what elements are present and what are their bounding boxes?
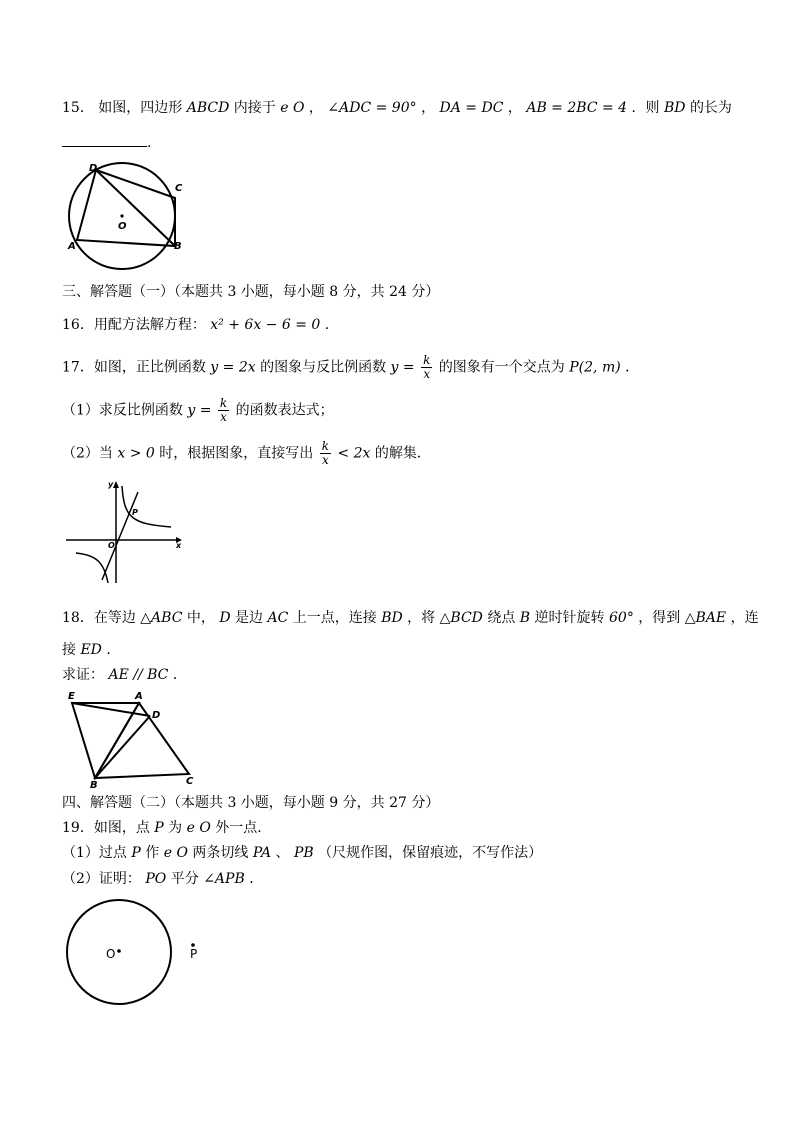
label-d: D — [89, 163, 98, 174]
segment-bd — [95, 716, 150, 778]
q17-part2-inequality: < 2x — [337, 445, 371, 462]
fraction-numerator: k — [219, 396, 228, 410]
label-p: P — [190, 947, 198, 961]
q19-point-p: P — [131, 845, 141, 861]
q15-text: 的长为 — [689, 100, 732, 116]
q17-text: 的图象与反比例函数 — [260, 359, 387, 376]
q18-text: ，连 — [730, 610, 759, 626]
q17-y-eq: y = — [390, 359, 415, 376]
label-y: y — [108, 480, 114, 489]
q15-text: 内接于 — [233, 100, 276, 116]
label-b: B — [90, 780, 98, 791]
q18-ed: ED — [80, 642, 102, 658]
label-c: C — [175, 183, 183, 194]
label-a: A — [68, 241, 76, 252]
q18-bd: BD — [381, 610, 403, 626]
q18-text: 上一点，连接 — [292, 610, 377, 626]
q18-text: ，得到 — [638, 610, 681, 626]
q15-number: 15． — [62, 100, 94, 116]
q19-text: 外一点． — [215, 820, 272, 836]
q17-fraction — [218, 397, 229, 424]
q16-end: ． — [324, 317, 339, 333]
label-o: O — [106, 947, 116, 961]
label-e: E — [68, 691, 75, 702]
q19-part2 — [62, 869, 263, 889]
q15-text: 如图，四边形 — [98, 100, 183, 116]
fraction-denominator: x — [321, 453, 329, 467]
section3-title: 三、解答题（一）（本题共 3 小题，每小题 8 分，共 24 分） — [62, 284, 440, 300]
q18-prove — [62, 665, 187, 685]
q15-answer-line — [62, 133, 151, 153]
q18-triangle-bae: △BAE — [684, 610, 727, 626]
q19-line1 — [62, 818, 271, 838]
q15-text: ， — [308, 100, 323, 116]
section4-title: 四、解答题（二）（本题共 3 小题，每小题 9 分，共 27 分） — [62, 795, 440, 811]
q15-ab-bc: AB = 2BC = 4 — [526, 100, 628, 116]
q18-ac: AC — [267, 610, 289, 626]
q17-part1-text: （1）求反比例函数 — [62, 402, 183, 419]
q15-line1 — [62, 98, 732, 118]
q17-graph — [66, 478, 186, 588]
q17-point: P(2, m) — [569, 359, 621, 376]
center-o-dot — [120, 214, 123, 217]
q19-po: PO — [145, 871, 167, 887]
q19-part1-text: （尺规作图，保留痕迹，不写作法） — [318, 845, 543, 861]
q19-part2-text: 平分 — [170, 871, 199, 887]
q16-equation: x² + 6x − 6 = 0 — [210, 317, 321, 333]
q15-text: ．则 — [631, 100, 660, 116]
q18-triangle-abc: △ABC — [140, 610, 183, 626]
q19-part1 — [62, 843, 542, 863]
q19-text: 为 — [168, 820, 183, 836]
q19-circle-o: e O — [163, 845, 188, 861]
label-o: O — [108, 541, 115, 550]
q17-part2 — [62, 440, 431, 467]
q19-pa: PA — [252, 845, 272, 861]
q19-part1-text: 作 — [145, 845, 160, 861]
q17-line1 — [62, 354, 639, 381]
q18-degree: 60° — [609, 610, 634, 626]
q18-triangle-bcd: △BCD — [439, 610, 483, 626]
q18-text: 接 — [62, 642, 76, 658]
q16-line — [62, 315, 339, 335]
q18-point-b: B — [519, 610, 531, 626]
q19-point-p: P — [154, 820, 164, 836]
fraction-numerator: k — [423, 353, 431, 367]
fraction-denominator: x — [423, 367, 431, 381]
q18-text: 18．在等边 — [62, 610, 136, 626]
q19-text: 19．如图，点 — [62, 820, 150, 836]
q16-text: 16．用配方法解方程： — [62, 317, 206, 333]
q15-bd: BD — [663, 100, 686, 116]
q19-figure — [62, 897, 212, 1007]
q17-part1-text: 的函数表达式； — [235, 402, 334, 419]
q15-period: . — [147, 135, 152, 151]
q17-fraction — [421, 354, 432, 381]
q17-part2-text: （2）当 — [62, 445, 113, 462]
y-axis-arrow — [113, 481, 119, 488]
q15-abcd: ABCD — [186, 100, 230, 116]
q18-line1 — [62, 608, 759, 628]
q18-text: 中， — [186, 610, 215, 626]
q18-text: ． — [106, 642, 121, 658]
hyperbola-branch-1 — [122, 486, 171, 527]
q17-fraction — [320, 440, 331, 467]
q18-text: ，将 — [407, 610, 436, 626]
q15-circle-o: e O — [280, 100, 305, 116]
q15-da-dc: DA = DC — [439, 100, 504, 116]
label-a: A — [135, 691, 143, 702]
q15-figure — [62, 160, 192, 275]
q15-text: ， — [507, 100, 522, 116]
q18-prove-end: ． — [172, 667, 187, 683]
q17-linear-function: y = 2x — [210, 359, 256, 376]
q17-end: ． — [625, 359, 640, 376]
q19-part1-text: 两条切线 — [192, 845, 249, 861]
fraction-denominator: x — [220, 410, 227, 424]
q18-text: 绕点 — [487, 610, 516, 626]
answer-blank[interactable] — [62, 134, 147, 147]
q18-prove-prefix: 求证： — [62, 667, 104, 683]
q17-part2-condition: x > 0 — [117, 445, 155, 462]
line-y-2x — [102, 492, 138, 580]
quadrilateral-abcd — [77, 170, 175, 246]
q15-angle-condition: ∠ADC = 90° — [327, 100, 417, 116]
q17-part2-text: 的解集． — [374, 445, 431, 462]
q17-text: 17．如图，正比例函数 — [62, 359, 206, 376]
q19-separator: 、 — [275, 845, 290, 861]
label-o: O — [118, 221, 127, 232]
label-c: C — [186, 776, 194, 787]
q19-part2-text: ． — [249, 871, 264, 887]
q19-angle-apb: ∠APB — [203, 871, 245, 887]
q15-text: ， — [421, 100, 436, 116]
label-d: D — [152, 710, 161, 721]
q19-circle-o: e O — [186, 820, 211, 836]
q18-figure — [64, 690, 204, 790]
q18-point-d: D — [219, 610, 231, 626]
q17-y-eq: y = — [187, 402, 212, 419]
label-x: x — [176, 541, 182, 550]
q17-part1 — [62, 397, 334, 424]
q18-line2 — [62, 640, 120, 660]
q18-prove-statement: AE // BC — [108, 667, 169, 683]
q17-part2-text: 时，根据图象，直接写出 — [159, 445, 314, 462]
fraction-numerator: k — [321, 439, 329, 453]
q19-pb: PB — [293, 845, 314, 861]
q19-part2-text: （2）证明： — [62, 871, 141, 887]
q18-text: 逆时针旋转 — [534, 610, 605, 626]
label-p: P — [132, 508, 138, 517]
q17-text: 的图象有一个交点为 — [438, 359, 565, 376]
q18-text: 是边 — [235, 610, 264, 626]
q19-part1-text: （1）过点 — [62, 845, 127, 861]
center-o-dot — [117, 949, 121, 953]
label-b: B — [174, 241, 182, 252]
